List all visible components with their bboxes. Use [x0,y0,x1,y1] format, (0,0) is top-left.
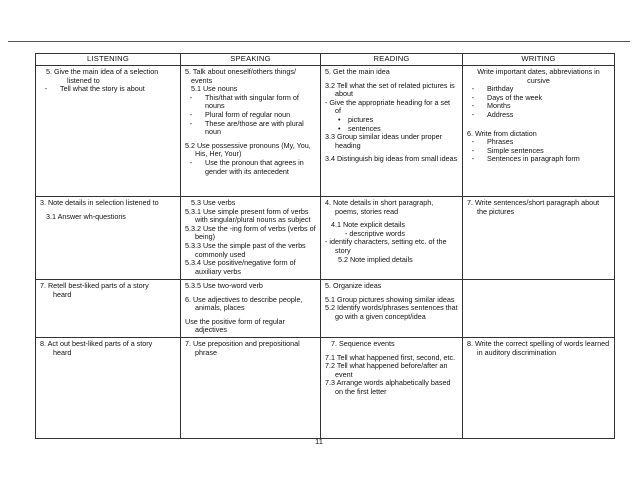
speaking-item: 5. Talk about oneself/others things/ [185,67,296,76]
writing-item: 6. Write from dictation [467,128,537,138]
listening-item: heard [53,289,72,299]
reading-item: 7. Sequence events [331,338,395,348]
curriculum-table [35,53,615,439]
speaking-item: 5.3.1 Use simple present form of verbs with singular/plural nouns as subject [185,206,311,225]
writing-cell [463,197,615,280]
reading-item: 7.1 Tell what happened first, second, etc. [325,352,456,362]
listening-item: 8. Act out best-liked parts of a story [40,338,153,348]
header-listening: LISTENING [36,54,181,66]
listening-item: - Tell what the story is about [44,84,145,94]
speaking-item: 5.3 Use verbs [191,198,236,207]
table-row [36,197,615,280]
listening-cell [36,66,181,197]
header-reading: READING [321,54,463,66]
table-row [36,280,615,338]
listening-cell [36,337,181,438]
reading-item: 3.3 Group similar ideas under proper heading [325,132,443,150]
reading-item: 5.2 Note implied details [338,254,413,264]
speaking-item: - Plural form of regular noun [189,109,291,119]
listening-cell [36,280,181,338]
reading-item: 5. Get the main idea [325,67,390,76]
writing-item: 7. Write sentences/short paragraph about the pictures [467,198,600,216]
reading-item: 3.2 Tell what the set of related pictures is about [325,80,455,99]
reading-item: - Give the appropriate heading for a set of [325,97,451,116]
speaking-cell [181,66,321,197]
listening-item: 3. Note details in selection listened to [40,198,159,207]
listening-item: 5. Give the main idea of a selection [46,67,159,76]
writing-item: - Months [471,101,511,111]
speaking-item: 5.3.3 Use the simple past of the verbs commonly used [185,240,306,259]
reading-item: • pictures [338,114,374,124]
reading-cell [321,66,463,197]
table-row [36,337,615,438]
writing-cell [463,337,615,438]
reading-cell [321,337,463,438]
table-row [36,66,615,197]
speaking-cell [181,337,321,438]
speaking-item: 5.3.4 Use positive/negative form of auxiliary verbs [185,258,296,276]
listening-item: listened to [67,75,100,85]
writing-item: 8. Write the correct spelling of words learned in auditory discrimination [467,338,610,357]
speaking-item: 6. Use adjectives to describe people, animals, places [185,294,303,313]
listening-item: 7. Retell best-liked parts of a story [40,281,149,290]
writing-item: - Simple sentences [471,145,544,155]
header-row [36,54,615,66]
reading-cell [321,280,463,338]
writing-item: - Days of the week [471,92,543,102]
speaking-item: 5.2 Use possessive pronouns (My, You, His, Her, Your) [185,140,311,159]
header-speaking: SPEAKING [181,54,321,66]
listening-item: 3.1 Answer wh-questions [46,211,126,221]
writing-item: - Birthday [471,84,514,94]
listening-item: heard [53,347,72,357]
speaking-cell [181,280,321,338]
writing-item: - Phrases [471,137,514,147]
top-rule [8,41,630,42]
reading-item: 7.3 Arrange words alphabetically based on the first letter [325,378,451,396]
speaking-item: 5.1 Use nouns [191,84,238,94]
reading-item: - descriptive words [345,228,405,238]
reading-item: 5. Organize ideas [325,281,382,290]
reading-cell [321,197,463,280]
writing-cell [463,280,615,338]
speaking-item: events [191,75,213,85]
reading-item: 7.2 Tell what happened before/after an event [325,361,448,379]
listening-cell [36,197,181,280]
reading-item: • sentences [338,123,381,133]
writing-cell [463,66,615,197]
speaking-item: 5.3.5 Use two-word verb [185,281,263,290]
reading-item: 5.2 Identify words/phrases sentences that go with a given concept/idea [325,303,458,321]
speaking-item: 7. Use preposition and prepositional phrase [185,338,300,357]
page-number: 11 [315,437,323,446]
reading-item: 5.1 Group pictures showing similar ideas [325,294,455,304]
header-writing: WRITING [463,54,615,66]
speaking-item: - This/that with singular form of nouns [189,92,299,111]
speaking-item: 5.3.2 Use the -ing form of verbs (verbs of being) [185,223,316,242]
writing-item: - Sentences in paragraph form [471,154,580,164]
reading-item: 4. Note details in short paragraph, poems, stories read [325,198,434,216]
reading-item: 4.1 Note explicit details [331,220,405,230]
speaking-cell [181,197,321,280]
speaking-item: - These are/those are with plural noun [189,118,304,137]
writing-item: Write important dates, abbreviations in cursive [477,67,600,85]
speaking-item: Use the positive form of regular adjectives [185,316,285,335]
speaking-item: - Use the pronoun that agrees in gender with its antecedent [189,157,304,176]
reading-item: - identify characters, setting etc. of the story [325,237,447,255]
writing-item: - Address [471,109,514,119]
reading-item: 3.4 Distinguish big ideas from small ideas [325,154,458,164]
